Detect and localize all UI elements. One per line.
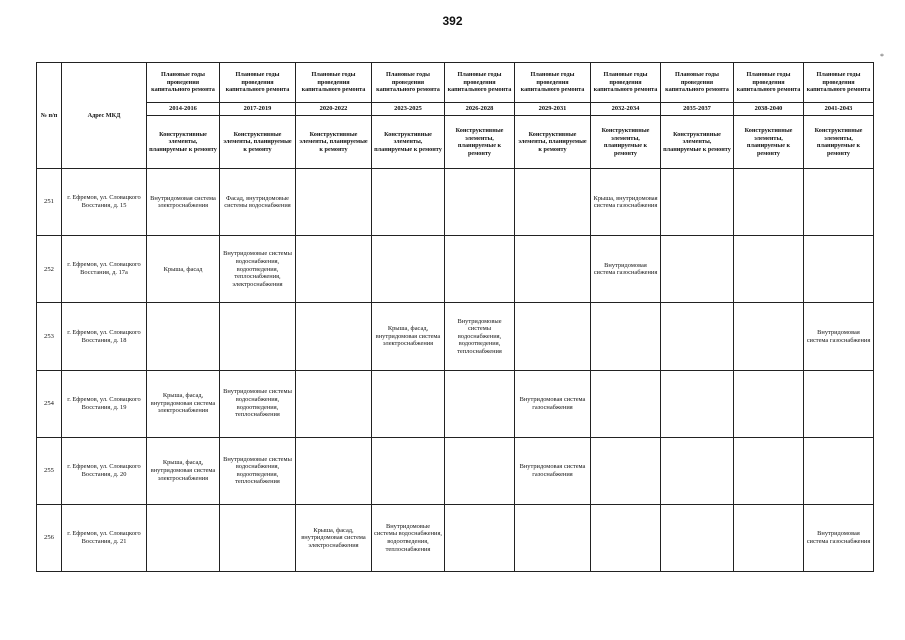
page-number: 392: [442, 14, 463, 28]
repair-elements-cell: [515, 504, 591, 571]
repair-elements-cell: Крыша, фасад, внутридомовая система электроснабжения: [296, 504, 372, 571]
elements-header: Конструктивные элементы, планируемые к ремонту: [220, 116, 296, 169]
repair-elements-cell: [661, 169, 734, 236]
plan-years-header: Плановые годы проведения капитального ремонта: [515, 63, 591, 103]
repair-elements-cell: Внутридомовая система газоснабжения: [515, 437, 591, 504]
repair-elements-cell: [591, 370, 661, 437]
header-row-elements: [37, 116, 874, 169]
repair-elements-cell: [445, 437, 515, 504]
row-number: 251: [37, 169, 62, 236]
repair-elements-cell: [804, 437, 874, 504]
repair-elements-cell: [804, 370, 874, 437]
period-header: 2041-2043: [804, 103, 874, 116]
plan-years-header: Плановые годы проведения капитального ремонта: [372, 63, 445, 103]
table-row: [37, 370, 874, 437]
table-row: [37, 437, 874, 504]
period-header: 2035-2037: [661, 103, 734, 116]
repair-elements-cell: [372, 236, 445, 303]
repair-elements-cell: [515, 303, 591, 370]
repair-elements-cell: [445, 169, 515, 236]
repair-elements-cell: Внутридомовые системы водоснабжения, водоотведения, теплоснабжения: [445, 303, 515, 370]
plan-years-header: Плановые годы проведения капитального ремонта: [804, 63, 874, 103]
repair-elements-cell: [804, 169, 874, 236]
period-header: 2017-2019: [220, 103, 296, 116]
row-number: 256: [37, 504, 62, 571]
repair-elements-cell: Внутридомовые системы водоснабжения, водоотведения, теплоснабжения, электроснабжения: [220, 236, 296, 303]
elements-header: Конструктивные элементы, планируемые к ремонту: [296, 116, 372, 169]
repair-elements-cell: [734, 370, 804, 437]
period-header: 2038-2040: [734, 103, 804, 116]
repair-elements-cell: [220, 504, 296, 571]
repair-elements-cell: [445, 370, 515, 437]
table-row: [37, 303, 874, 370]
repair-schedule-table: [36, 62, 874, 572]
period-header: 2014-2016: [147, 103, 220, 116]
period-header: 2026-2028: [445, 103, 515, 116]
repair-elements-cell: [661, 303, 734, 370]
elements-header: Конструктивные элементы, планируемые к ремонту: [734, 116, 804, 169]
repair-elements-cell: [445, 504, 515, 571]
repair-elements-cell: [296, 236, 372, 303]
column-header-address: Адрес МКД: [62, 63, 147, 169]
repair-elements-cell: Внутридомовая система электроснабжения: [147, 169, 220, 236]
repair-elements-cell: Внутридомовые системы водоснабжения, водоотведения, теплоснабжения: [372, 504, 445, 571]
elements-header: Конструктивные элементы, планируемые к ремонту: [372, 116, 445, 169]
row-number: 255: [37, 437, 62, 504]
scan-mark: *: [880, 52, 884, 61]
repair-elements-cell: [804, 236, 874, 303]
repair-elements-cell: [372, 370, 445, 437]
address-cell: г. Ефремов, ул. Словацкого Восстания, д. 15: [62, 169, 147, 236]
table-row: [37, 504, 874, 571]
repair-elements-cell: [591, 303, 661, 370]
row-number: 252: [37, 236, 62, 303]
elements-header: Конструктивные элементы, планируемые к ремонту: [445, 116, 515, 169]
elements-header: Конструктивные элементы, планируемые к ремонту: [147, 116, 220, 169]
period-header: 2020-2022: [296, 103, 372, 116]
repair-elements-cell: [147, 504, 220, 571]
repair-elements-cell: [372, 169, 445, 236]
plan-years-header: Плановые годы проведения капитального ремонта: [591, 63, 661, 103]
repair-elements-cell: Крыша, фасад: [147, 236, 220, 303]
repair-elements-cell: Внутридомовая система газоснабжения: [591, 236, 661, 303]
period-header: 2029-2031: [515, 103, 591, 116]
address-cell: г. Ефремов, ул. Словацкого Восстания, д. 20: [62, 437, 147, 504]
repair-elements-cell: [734, 504, 804, 571]
elements-header: Конструктивные элементы, планируемые к ремонту: [591, 116, 661, 169]
repair-elements-cell: [734, 169, 804, 236]
elements-header: Конструктивные элементы, планируемые к ремонту: [661, 116, 734, 169]
repair-elements-cell: Фасад, внутридомовые системы водоснабжения: [220, 169, 296, 236]
address-cell: г. Ефремов, ул. Словацкого Восстания, д. 18: [62, 303, 147, 370]
header-row-periods: [37, 103, 874, 116]
repair-elements-cell: [661, 236, 734, 303]
address-cell: г. Ефремов, ул. Словацкого Восстания, д. 17а: [62, 236, 147, 303]
column-header-number: № п/п: [37, 63, 62, 169]
elements-header: Конструктивные элементы, планируемые к ремонту: [804, 116, 874, 169]
repair-elements-cell: Внутридомовая система газоснабжения: [515, 370, 591, 437]
repair-elements-cell: [515, 236, 591, 303]
address-cell: г. Ефремов, ул. Словацкого Восстания, д. 19: [62, 370, 147, 437]
plan-years-header: Плановые годы проведения капитального ремонта: [661, 63, 734, 103]
repair-elements-cell: [515, 169, 591, 236]
table-row: [37, 169, 874, 236]
repair-elements-cell: [661, 504, 734, 571]
header-row-plan: [37, 63, 874, 103]
plan-years-header: Плановые годы проведения капитального ремонта: [147, 63, 220, 103]
period-header: 2023-2025: [372, 103, 445, 116]
repair-elements-cell: [220, 303, 296, 370]
plan-years-header: Плановые годы проведения капитального ремонта: [296, 63, 372, 103]
plan-years-header: Плановые годы проведения капитального ремонта: [445, 63, 515, 103]
repair-elements-cell: Внутридомовая система газоснабжения: [804, 504, 874, 571]
repair-elements-cell: Внутридомовые системы водоснабжения, водоотведения, теплоснабжения: [220, 437, 296, 504]
repair-elements-cell: [661, 370, 734, 437]
table-body: [37, 63, 874, 572]
repair-elements-cell: [734, 236, 804, 303]
repair-elements-cell: [734, 303, 804, 370]
repair-elements-cell: Крыша, фасад, внутридомовая система электроснабжения: [147, 437, 220, 504]
row-number: 253: [37, 303, 62, 370]
repair-elements-cell: [147, 303, 220, 370]
repair-elements-cell: [661, 437, 734, 504]
repair-elements-cell: [296, 437, 372, 504]
repair-elements-cell: Внутридомовая система газоснабжения: [804, 303, 874, 370]
plan-years-header: Плановые годы проведения капитального ремонта: [734, 63, 804, 103]
plan-years-header: Плановые годы проведения капитального ремонта: [220, 63, 296, 103]
repair-elements-cell: Внутридомовые системы водоснабжения, водоотведения, теплоснабжения: [220, 370, 296, 437]
repair-elements-cell: [296, 169, 372, 236]
repair-elements-cell: [734, 437, 804, 504]
repair-elements-cell: Крыша, внутридомовая система газоснабжения: [591, 169, 661, 236]
address-cell: г. Ефремов, ул. Словацкого Восстания, д. 21: [62, 504, 147, 571]
repair-elements-cell: [372, 437, 445, 504]
repair-elements-cell: Крыша, фасад, внутридомовая система электроснабжения: [147, 370, 220, 437]
elements-header: Конструктивные элементы, планируемые к ремонту: [515, 116, 591, 169]
repair-elements-cell: [591, 504, 661, 571]
repair-elements-cell: [296, 303, 372, 370]
table-row: [37, 236, 874, 303]
repair-elements-cell: [591, 437, 661, 504]
repair-elements-cell: [445, 236, 515, 303]
repair-elements-cell: [296, 370, 372, 437]
repair-elements-cell: Крыша, фасад, внутридомовая система электроснабжения: [372, 303, 445, 370]
row-number: 254: [37, 370, 62, 437]
period-header: 2032-2034: [591, 103, 661, 116]
